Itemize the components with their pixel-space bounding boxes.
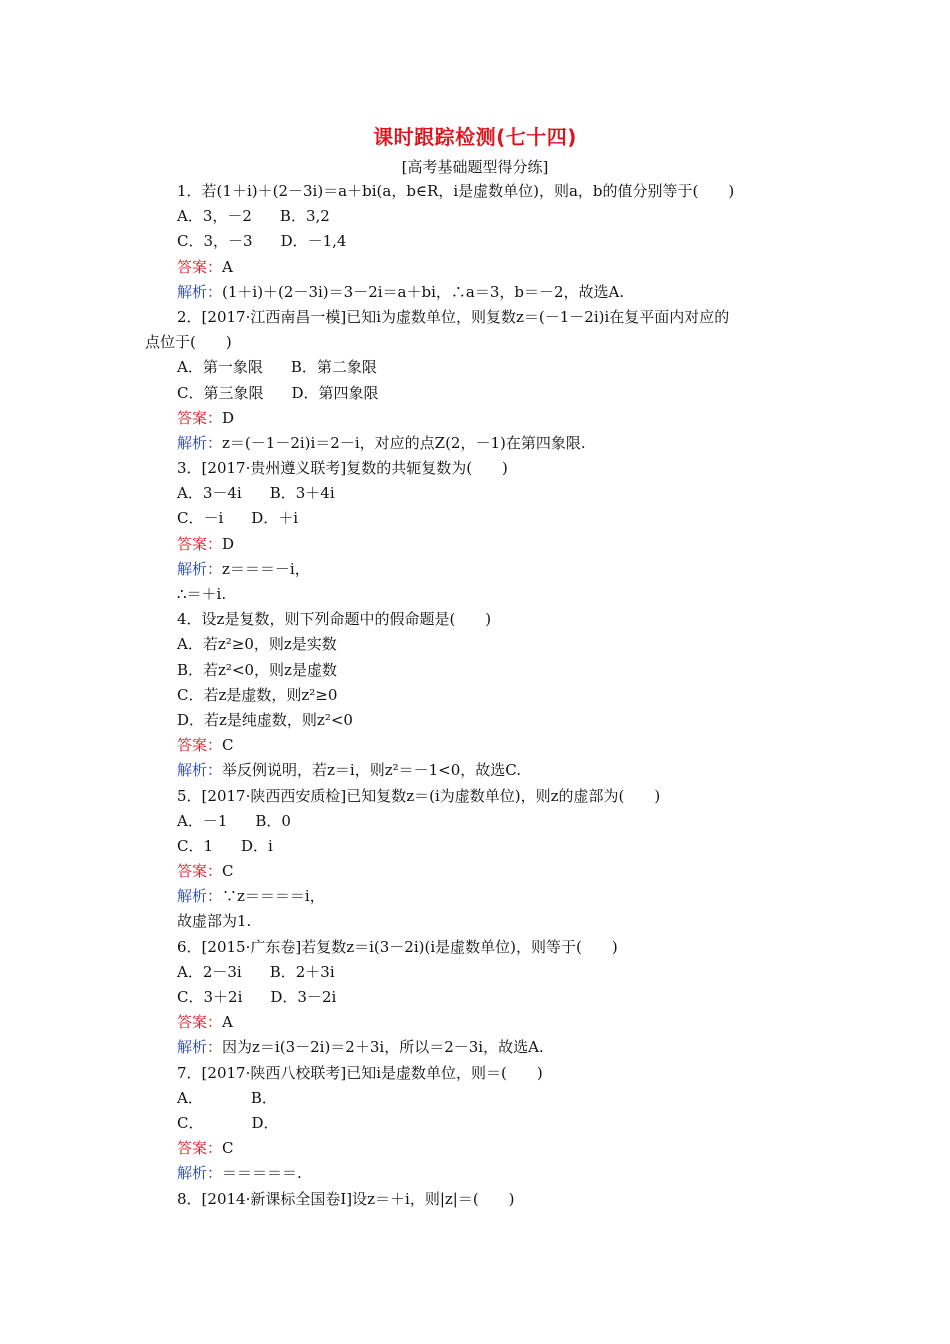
question-stem: 1．若(1＋i)＋(2－3i)＝a＋bi(a，b∈R，i是虚数单位)，则a，b的值分别等于( ): [177, 182, 735, 200]
option-b: B．3＋4i: [269, 484, 335, 503]
explanation-label: 解析：: [177, 1038, 223, 1057]
explanation-line: [145, 1161, 810, 1186]
option-c: C．1: [177, 836, 214, 855]
answer-value: A: [222, 257, 233, 276]
options-row: [145, 204, 810, 229]
explanation-text: z＝(－1－2i)i＝2－i，对应的点Z(2，－1)在第四象限.: [222, 433, 586, 452]
option-a: A．3－4i: [177, 484, 242, 503]
answer-line: [145, 406, 810, 431]
answer-label: 答案：: [177, 408, 223, 427]
option-c: C．: [177, 1113, 204, 1132]
explanation-label: 解析：: [177, 761, 223, 780]
option-a: A．若z²≥0，则z是实数: [177, 635, 337, 654]
option-c: C．第三象限: [177, 383, 264, 402]
explanation-label: 解析：: [177, 559, 223, 578]
option-b: B．3,2: [279, 207, 330, 226]
explanation-text: 因为z＝i(3－2i)＝2＋3i，所以＝2－3i，故选A.: [222, 1038, 544, 1057]
option-a: A．3，－2: [177, 207, 252, 226]
answer-value: D: [222, 534, 235, 553]
answer-label: 答案：: [177, 257, 223, 276]
explanation-line: [145, 557, 810, 582]
answer-value: A: [222, 1013, 233, 1032]
explanation-line: [145, 431, 810, 456]
option-b: B．0: [255, 811, 291, 830]
explanation-text: ∵z＝＝＝＝i，: [222, 887, 325, 906]
option-c: C．－i: [177, 509, 224, 528]
options-row: [145, 229, 810, 254]
question-stem: 8．[2014·新课标全国卷Ⅰ]设z＝＋i，则|z|＝( ): [177, 1189, 515, 1208]
option-d: D．i: [241, 836, 273, 855]
explanation-label: 解析：: [177, 1164, 223, 1183]
explanation-label: 解析：: [177, 282, 223, 301]
answer-label: 答案：: [177, 862, 223, 881]
option-b: B．: [250, 1088, 277, 1107]
question-stem: 2．[2017·江西南昌一模]已知i为虚数单位，则复数z＝(－1－2i)i在复平面内对应的: [177, 307, 730, 326]
options-row: [145, 985, 810, 1010]
explanation-text: (1＋i)＋(2－3i)＝3－2i＝a＋bi，∴a＝3，b＝－2，故选A.: [222, 282, 625, 301]
option-b: B．第二象限: [290, 358, 377, 377]
answer-line: [145, 532, 810, 557]
answer-line: [145, 255, 810, 280]
question-stem: 6．[2015·广东卷]若复数z＝i(3－2i)(i是虚数单位)，则等于( ): [177, 937, 618, 956]
option-a: A．: [177, 1088, 203, 1107]
options-row: [145, 834, 810, 859]
option-b: B．2＋3i: [269, 962, 335, 981]
answer-line: [145, 1136, 810, 1161]
options-row: [145, 481, 810, 506]
explanation-label: 解析：: [177, 887, 223, 906]
option-a: A．2－3i: [177, 962, 242, 981]
option-d: D．: [251, 1113, 279, 1132]
option-a: A．－1: [177, 811, 228, 830]
question-stem: 4．设z是复数，则下列命题中的假命题是( ): [177, 610, 492, 629]
question-list: [145, 179, 810, 1212]
answer-line: [145, 1010, 810, 1035]
option-c: C．3，－3: [177, 232, 253, 251]
explanation-line-continued: ∴＝＋i.: [177, 585, 227, 603]
answer-label: 答案：: [177, 1139, 223, 1158]
option-c: C．3＋2i: [177, 988, 243, 1006]
explanation-line: [145, 884, 810, 909]
option-b: B．若z²<0，则z是虚数: [177, 660, 337, 679]
explanation-label: 解析：: [177, 433, 223, 452]
question-stem: 7．[2017·陕西八校联考]已知i是虚数单位，则＝( ): [177, 1063, 543, 1082]
options-row: [145, 1111, 810, 1136]
section-subtitle: [高考基础题型得分练]: [401, 158, 549, 176]
options-row: [145, 809, 810, 834]
question-stem: 5．[2017·陕西西安质检]已知复数z＝(i为虚数单位)，则z的虚部为( ): [177, 786, 661, 805]
options-row: [145, 960, 810, 985]
option-d: D．－1,4: [280, 232, 347, 251]
option-d: D．若z是纯虚数，则z²<0: [177, 710, 353, 729]
question-stem: 3．[2017·贵州遵义联考]复数的共轭复数为( ): [177, 459, 508, 478]
option-a: A．第一象限: [177, 358, 263, 377]
answer-label: 答案：: [177, 1013, 223, 1032]
question-stem-continued: 点位于( ): [145, 333, 232, 352]
answer-line: [145, 859, 810, 884]
option-c: C．若z是虚数，则z²≥0: [177, 685, 338, 704]
answer-value: C: [222, 736, 234, 755]
option-d: D．3－2i: [270, 988, 337, 1006]
options-row: [145, 381, 810, 406]
options-row: [145, 506, 810, 531]
answer-value: D: [222, 408, 235, 427]
explanation-text: 举反例说明，若z＝i，则z²＝－1<0，故选C.: [222, 761, 521, 780]
option-d: D．＋i: [251, 509, 299, 528]
explanation-text: z＝＝＝－i，: [222, 559, 310, 578]
option-d: D．第四象限: [291, 383, 379, 402]
answer-value: C: [222, 1139, 234, 1158]
explanation-line: [145, 1035, 810, 1060]
answer-label: 答案：: [177, 736, 223, 755]
explanation-line: [145, 758, 810, 783]
explanation-text: ＝＝＝＝＝.: [222, 1164, 302, 1183]
explanation-line-continued: 故虚部为1.: [177, 912, 252, 931]
answer-line: [145, 733, 810, 758]
explanation-line: [145, 280, 810, 305]
answer-label: 答案：: [177, 534, 223, 553]
page-title: 课时跟踪检测(七十四): [373, 125, 577, 149]
options-row: [145, 1086, 810, 1111]
answer-value: C: [222, 862, 234, 881]
options-row: [145, 355, 810, 380]
